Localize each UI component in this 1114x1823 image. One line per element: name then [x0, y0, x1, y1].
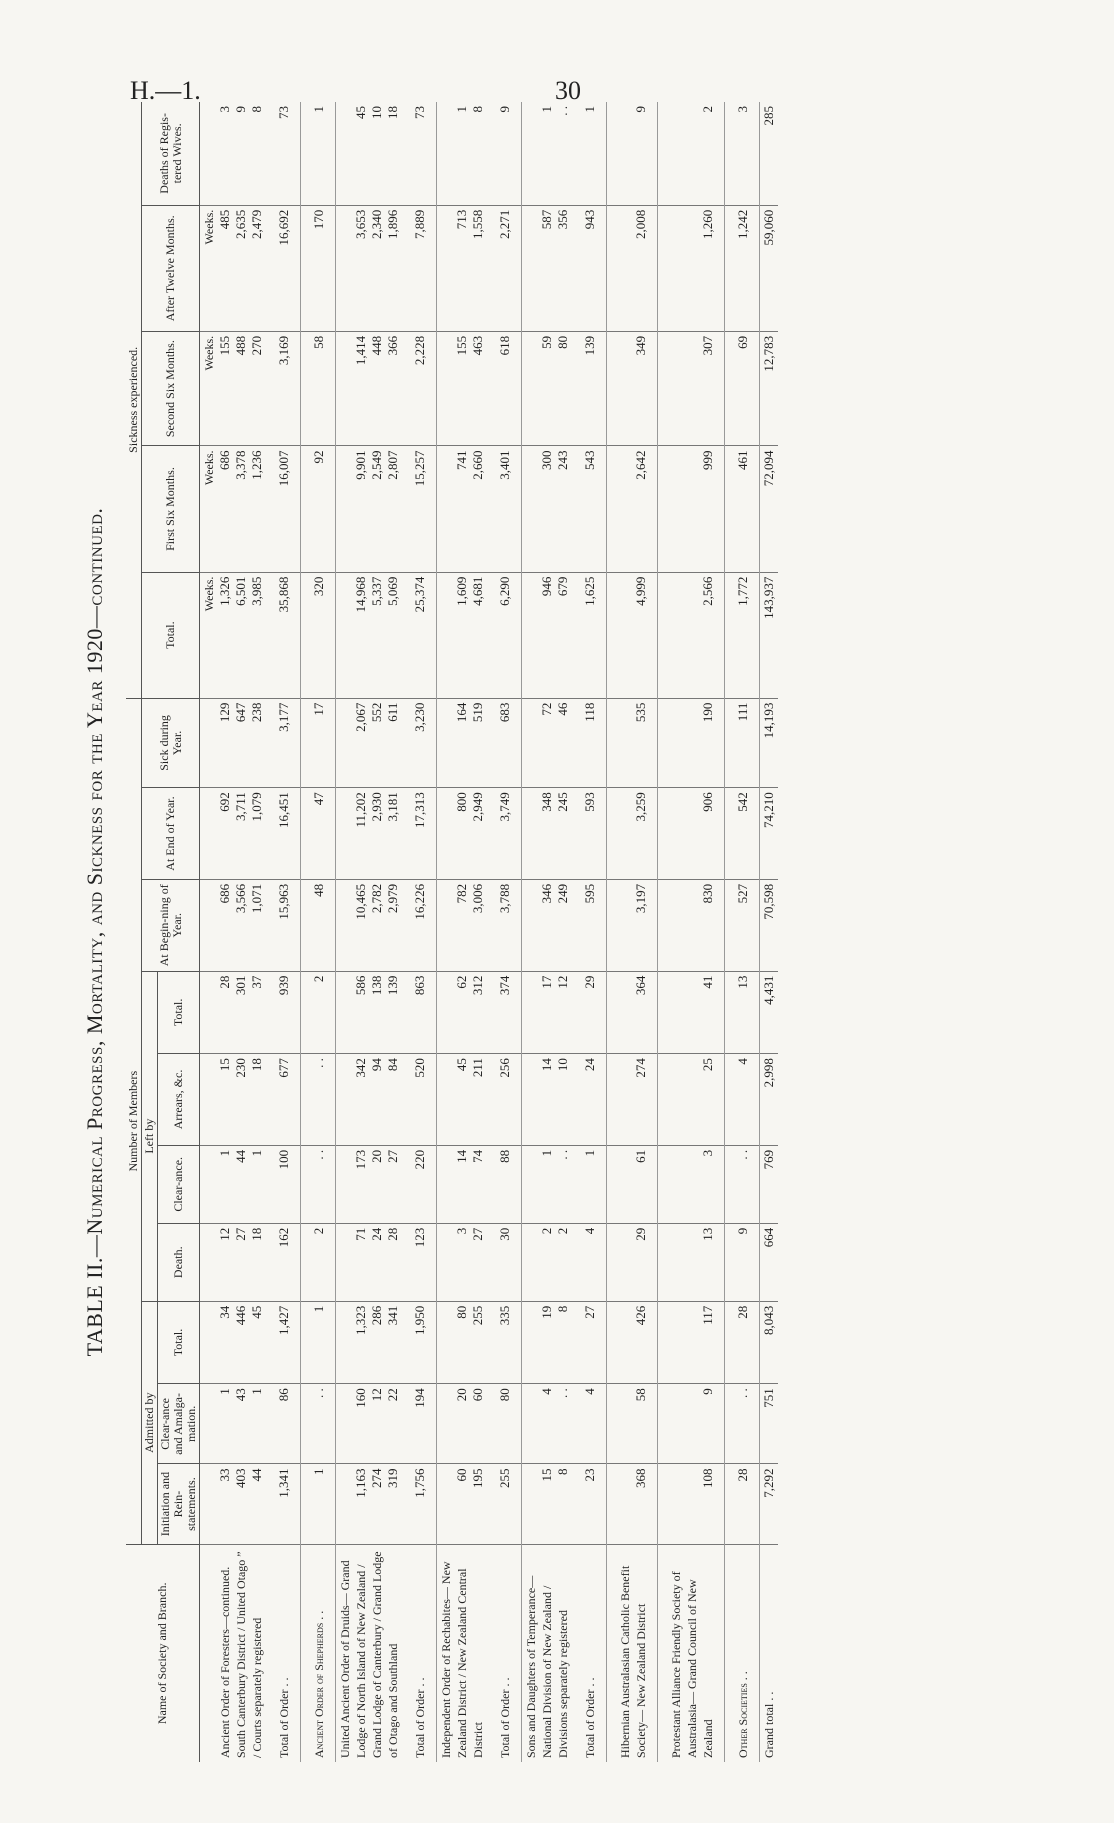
cell-second: 58 — [301, 331, 336, 446]
cell-sick: 190 — [658, 698, 725, 788]
cell-after: 713 1,558 — [437, 205, 488, 331]
cell-end: 11,202 2,930 3,181 — [336, 788, 403, 880]
cell-after: 2,008 — [607, 205, 658, 331]
header-after-twelve: After Twelve Months. — [142, 205, 200, 331]
cell-adm-total: 28 — [725, 1301, 760, 1384]
cell-sick-total: 1,772 — [725, 572, 760, 698]
header-admitted-total: Total. — [158, 1301, 200, 1384]
cell-wives: 2 — [658, 102, 725, 205]
cell-begin: 346 249 — [522, 879, 573, 971]
cell-adm-total: 80 255 — [437, 1301, 488, 1384]
cell-init: 7,292 — [760, 1464, 779, 1544]
cell-sick-total: 35,868 — [266, 572, 301, 698]
cell-clearance: 1 — [572, 1145, 607, 1223]
cell-arrears: 677 — [266, 1054, 301, 1146]
page-code: H.—1. — [130, 76, 201, 105]
cell-sick-total: 6,290 — [487, 572, 522, 698]
cell-second: 2,228 — [402, 331, 437, 446]
row-name: Ancient Order of Foresters—continued. South Canterbury District / United Otago ” / Courts separately registered — [218, 1551, 264, 1758]
table-row — [572, 102, 607, 1762]
cell-begin: 595 — [572, 879, 607, 971]
cell-clr-amal: 20 60 — [437, 1384, 488, 1464]
cell-after: 1,242 — [725, 205, 760, 331]
cell-clr-amal: 80 — [487, 1384, 522, 1464]
cell-init: 1,341 — [266, 1464, 301, 1544]
cell-after: 943 — [572, 205, 607, 331]
cell-clearance: 100 — [266, 1145, 301, 1223]
cell-second: 155 463 — [437, 331, 488, 446]
cell-death: 30 — [487, 1223, 522, 1301]
row-name: Ancient Order of Shepherds . . — [301, 1544, 336, 1762]
header-left-by: Left by — [142, 971, 158, 1301]
cell-clr-amal: . . — [725, 1384, 760, 1464]
header-deaths-wives: Deaths of Regis-tered Wives. — [142, 102, 200, 205]
cell-adm-total: 117 — [658, 1301, 725, 1384]
cell-death: 12 27 18 — [200, 1223, 267, 1301]
cell-after: 587 356 — [522, 205, 573, 331]
row-name: Total of Order . . — [266, 1544, 301, 1762]
cell-begin: 782 3,006 — [437, 879, 488, 971]
row-name: Other Societies . . — [725, 1544, 760, 1762]
cell-sick-total: 4,999 — [607, 572, 658, 698]
cell-clr-amal: 9 — [658, 1384, 725, 1464]
cell-left-total: 17 12 — [522, 971, 573, 1054]
cell-end: 16,451 — [266, 788, 301, 880]
cell-sick: 14,193 — [760, 698, 779, 788]
cell-wives: 9 — [487, 102, 522, 205]
cell-first: 15,257 — [402, 446, 437, 572]
cell-clearance: 14 74 — [437, 1145, 488, 1223]
cell-init: 108 — [658, 1464, 725, 1544]
cell-sick-total: 320 — [301, 572, 336, 698]
cell-second: 59 80 — [522, 331, 573, 446]
cell-death: 2 — [301, 1223, 336, 1301]
cell-adm-total: 19 8 — [522, 1301, 573, 1384]
cell-death: 29 — [607, 1223, 658, 1301]
cell-first: 72,094 — [760, 446, 779, 572]
cell-death: 9 — [725, 1223, 760, 1301]
cell-init: 23 — [572, 1464, 607, 1544]
cell-begin: 15,963 — [266, 879, 301, 971]
cell-death: 3 27 — [437, 1223, 488, 1301]
cell-clearance: 1 . . — [522, 1145, 573, 1223]
cell-arrears: 4 — [725, 1054, 760, 1146]
cell-second: 307 — [658, 331, 725, 446]
cell-first: 2,642 — [607, 446, 658, 572]
cell-death: 13 — [658, 1223, 725, 1301]
cell-clearance: 769 — [760, 1145, 779, 1223]
second-values: 155 488 270 — [217, 335, 264, 356]
table-row — [266, 102, 301, 1762]
cell-init: 368 — [607, 1464, 658, 1544]
cell-sick-total: 1,625 — [572, 572, 607, 698]
cell-sick: 118 — [572, 698, 607, 788]
cell-sick-total: 2,566 — [658, 572, 725, 698]
cell-wives: 3 9 8 — [200, 102, 267, 205]
cell-begin: 70,598 — [760, 879, 779, 971]
cell-left-total: 863 — [402, 971, 437, 1054]
cell-after: 2,271 — [487, 205, 522, 331]
cell-death: 71 24 28 — [336, 1223, 403, 1301]
cell-sick: 129 647 238 — [200, 698, 267, 788]
cell-begin: 48 — [301, 879, 336, 971]
weeks-label: Weeks. — [202, 576, 216, 612]
statistics-table — [126, 102, 778, 1762]
cell-second: 349 — [607, 331, 658, 446]
row-name: Hibernian Australasian Catholic Benefit Society— New Zealand District — [607, 1544, 658, 1762]
cell-sick: 111 — [725, 698, 760, 788]
cell-begin: 10,465 2,782 2,979 — [336, 879, 403, 971]
cell-wives: 73 — [266, 102, 301, 205]
cell-sick: 72 46 — [522, 698, 573, 788]
cell-adm-total: 426 — [607, 1301, 658, 1384]
cell-left-total: 13 — [725, 971, 760, 1054]
cell-begin: 3,788 — [487, 879, 522, 971]
cell-sick: 3,177 — [266, 698, 301, 788]
cell-wives: 1 8 — [437, 102, 488, 205]
cell-after: 170 — [301, 205, 336, 331]
cell-begin: 527 — [725, 879, 760, 971]
cell-clr-amal: 86 — [266, 1384, 301, 1464]
header-death: Death. — [158, 1223, 200, 1301]
row-name: Grand total . . — [762, 1691, 776, 1758]
cell-end: 3,749 — [487, 788, 522, 880]
cell-adm-total: 335 — [487, 1301, 522, 1384]
sick-total-values: 1,326 6,501 3,985 — [217, 576, 264, 606]
cell-init: 33 403 44 — [200, 1464, 267, 1544]
cell-clr-amal: 4 — [572, 1384, 607, 1464]
cell-arrears: 45 211 — [437, 1054, 488, 1146]
header-sickness-total: Total. — [142, 572, 200, 698]
cell-left-total: 28 301 37 — [200, 971, 267, 1054]
cell-second — [200, 331, 267, 446]
header-second-six: Second Six Months. — [142, 331, 200, 446]
cell-arrears: 520 — [402, 1054, 437, 1146]
header-initiation: Initiation and Rein-statements. — [158, 1464, 200, 1544]
row-name: United Ancient Order of Druids— Grand Lodge of North Island of New Zealand / Grand Lodge of Canterbury / Grand Lodge of Otago and Southland — [338, 1551, 400, 1758]
cell-left-total: 41 — [658, 971, 725, 1054]
cell-adm-total: 34 446 45 — [200, 1301, 267, 1384]
cell-second: 3,169 — [266, 331, 301, 446]
cell-end: 3,259 — [607, 788, 658, 880]
weeks-label: Weeks. — [202, 335, 216, 371]
cell-after: 7,889 — [402, 205, 437, 331]
page-number: 30 — [555, 76, 581, 105]
cell-left-total: 4,431 — [760, 971, 779, 1054]
cell-after: 3,653 2,340 1,896 — [336, 205, 403, 331]
cell-after: 59,060 — [760, 205, 779, 331]
cell-adm-total: 1,323 286 341 — [336, 1301, 403, 1384]
rotated-table-container — [82, 102, 1092, 1762]
cell-clearance: 220 — [402, 1145, 437, 1223]
cell-left-total: 939 — [266, 971, 301, 1054]
cell-adm-total: 1,427 — [266, 1301, 301, 1384]
cell-sick: 683 — [487, 698, 522, 788]
cell-clr-amal: 58 — [607, 1384, 658, 1464]
cell-arrears: 24 — [572, 1054, 607, 1146]
cell-clr-amal: 1 43 1 — [200, 1384, 267, 1464]
header-number-of-members: Number of Members — [126, 698, 142, 1544]
cell-init: 60 195 — [437, 1464, 488, 1544]
cell-end: 348 245 — [522, 788, 573, 880]
cell-begin: 830 — [658, 879, 725, 971]
cell-arrears: 25 — [658, 1054, 725, 1146]
cell-wives: 45 10 18 — [336, 102, 403, 205]
cell-end: 593 — [572, 788, 607, 880]
cell-first: 9,901 2,549 2,807 — [336, 446, 403, 572]
table-row — [522, 102, 573, 1762]
row-name: Sons and Daughters of Temperance— National Division of New Zealand / Divisions separately registered — [524, 1575, 570, 1758]
cell-wives: 3 — [725, 102, 760, 205]
header-sickness-experienced: Sickness experienced. — [126, 102, 142, 698]
cell-sick: 2,067 552 611 — [336, 698, 403, 788]
cell-begin: 686 3,566 1,071 — [200, 879, 267, 971]
cell-second: 12,783 — [760, 331, 779, 446]
cell-wives: 1 — [301, 102, 336, 205]
cell-second: 618 — [487, 331, 522, 446]
cell-sick: 535 — [607, 698, 658, 788]
cell-end: 17,313 — [402, 788, 437, 880]
row-name: Protestant Alliance Friendly Society of Australasia— Grand Council of New Zealand — [658, 1544, 725, 1762]
cell-first: 741 2,660 — [437, 446, 488, 572]
table-row — [437, 102, 488, 1762]
header-at-end: At End of Year. — [142, 788, 200, 880]
cell-clearance: 88 — [487, 1145, 522, 1223]
cell-sick-total: 946 679 — [522, 572, 573, 698]
cell-sick: 164 519 — [437, 698, 488, 788]
cell-death: 123 — [402, 1223, 437, 1301]
cell-clearance: 3 — [658, 1145, 725, 1223]
cell-wives: 9 — [607, 102, 658, 205]
cell-left-total: 29 — [572, 971, 607, 1054]
header-clearance: Clear-ance. — [158, 1145, 200, 1223]
table-row — [402, 102, 437, 1762]
cell-first: 300 243 — [522, 446, 573, 572]
cell-sick-total — [200, 572, 267, 698]
cell-clr-amal: 751 — [760, 1384, 779, 1464]
cell-adm-total: 27 — [572, 1301, 607, 1384]
cell-clearance: . . — [725, 1145, 760, 1223]
cell-adm-total: 1,950 — [402, 1301, 437, 1384]
cell-second: 69 — [725, 331, 760, 446]
cell-first — [200, 446, 267, 572]
cell-clearance: 173 20 27 — [336, 1145, 403, 1223]
cell-sick: 17 — [301, 698, 336, 788]
cell-init: 1 — [301, 1464, 336, 1544]
table-row — [301, 102, 336, 1762]
cell-arrears: 2,998 — [760, 1054, 779, 1146]
header-name: Name of Society and Branch. — [126, 1544, 200, 1762]
cell-init: 28 — [725, 1464, 760, 1544]
cell-arrears: 342 94 84 — [336, 1054, 403, 1146]
cell-death: 162 — [266, 1223, 301, 1301]
cell-begin: 16,226 — [402, 879, 437, 971]
cell-arrears: 256 — [487, 1054, 522, 1146]
cell-left-total: 364 — [607, 971, 658, 1054]
cell-clearance: 1 44 1 — [200, 1145, 267, 1223]
table-row — [336, 102, 403, 1762]
header-admitted-by: Admitted by — [142, 1301, 158, 1544]
cell-end: 47 — [301, 788, 336, 880]
after-values: 485 2,635 2,479 — [217, 209, 264, 239]
header-sick-during: Sick during Year. — [142, 698, 200, 788]
cell-wives: 1 — [572, 102, 607, 205]
cell-arrears: 15 230 18 — [200, 1054, 267, 1146]
cell-left-total: 374 — [487, 971, 522, 1054]
cell-sick-total: 143,937 — [760, 572, 779, 698]
cell-sick-total: 25,374 — [402, 572, 437, 698]
row-name: Total of Order . . — [572, 1544, 607, 1762]
cell-second: 1,414 448 366 — [336, 331, 403, 446]
row-name: Total of Order . . — [402, 1544, 437, 1762]
cell-adm-total: 8,043 — [760, 1301, 779, 1384]
cell-sick-total: 1,609 4,681 — [437, 572, 488, 698]
cell-arrears: 274 — [607, 1054, 658, 1146]
cell-wives: 285 — [760, 102, 779, 205]
cell-clr-amal: 160 12 22 — [336, 1384, 403, 1464]
table-title: TABLE II.—Numerical Progress, Mortality, and Sickness for the Year 1920—continued. — [82, 507, 107, 1357]
table-row — [200, 102, 267, 1762]
row-name: Total of Order . . — [487, 1544, 522, 1762]
cell-arrears: 14 10 — [522, 1054, 573, 1146]
header-left-total: Total. — [158, 971, 200, 1054]
table-row — [725, 102, 760, 1762]
cell-second: 139 — [572, 331, 607, 446]
weeks-label: Weeks. — [202, 450, 216, 486]
cell-begin: 3,197 — [607, 879, 658, 971]
table-row — [760, 102, 779, 1762]
table-row — [607, 102, 658, 1762]
cell-arrears: . . — [301, 1054, 336, 1146]
cell-init: 255 — [487, 1464, 522, 1544]
cell-end: 800 2,949 — [437, 788, 488, 880]
cell-init: 1,756 — [402, 1464, 437, 1544]
header-clearance-amalgamation: Clear-ance and Amalga-mation. — [158, 1384, 200, 1464]
cell-left-total: 62 312 — [437, 971, 488, 1054]
cell-end: 906 — [658, 788, 725, 880]
cell-first: 16,007 — [266, 446, 301, 572]
cell-after — [200, 205, 267, 331]
header-at-beginning: At Begin-ning of Year. — [142, 879, 200, 971]
cell-death: 4 — [572, 1223, 607, 1301]
cell-first: 543 — [572, 446, 607, 572]
weeks-label: Weeks. — [202, 209, 216, 245]
header-arrears: Arrears, &c. — [158, 1054, 200, 1146]
cell-wives: 1 . . — [522, 102, 573, 205]
cell-after: 1,260 — [658, 205, 725, 331]
cell-adm-total: 1 — [301, 1301, 336, 1384]
cell-left-total: 2 — [301, 971, 336, 1054]
table-row — [658, 102, 725, 1762]
cell-first: 92 — [301, 446, 336, 572]
cell-wives: 73 — [402, 102, 437, 205]
cell-end: 542 — [725, 788, 760, 880]
cell-end: 692 3,711 1,079 — [200, 788, 267, 880]
cell-end: 74,210 — [760, 788, 779, 880]
cell-clr-amal: 4 . . — [522, 1384, 573, 1464]
cell-sick: 3,230 — [402, 698, 437, 788]
cell-first: 3,401 — [487, 446, 522, 572]
cell-first: 999 — [658, 446, 725, 572]
table-row — [487, 102, 522, 1762]
header-first-six: First Six Months. — [142, 446, 200, 572]
cell-death: 2 2 — [522, 1223, 573, 1301]
cell-clearance: 61 — [607, 1145, 658, 1223]
cell-after: 16,692 — [266, 205, 301, 331]
cell-clr-amal: 194 — [402, 1384, 437, 1464]
cell-clr-amal: . . — [301, 1384, 336, 1464]
cell-left-total: 586 138 139 — [336, 971, 403, 1054]
cell-first: 461 — [725, 446, 760, 572]
cell-clearance: . . — [301, 1145, 336, 1223]
row-name: Independent Order of Rechabites— New Zealand District / New Zealand Central District — [439, 1561, 485, 1758]
cell-init: 1,163 274 319 — [336, 1464, 403, 1544]
first-values: 686 3,378 1,236 — [217, 450, 264, 480]
cell-death: 664 — [760, 1223, 779, 1301]
cell-sick-total: 14,968 5,337 5,069 — [336, 572, 403, 698]
cell-init: 15 8 — [522, 1464, 573, 1544]
